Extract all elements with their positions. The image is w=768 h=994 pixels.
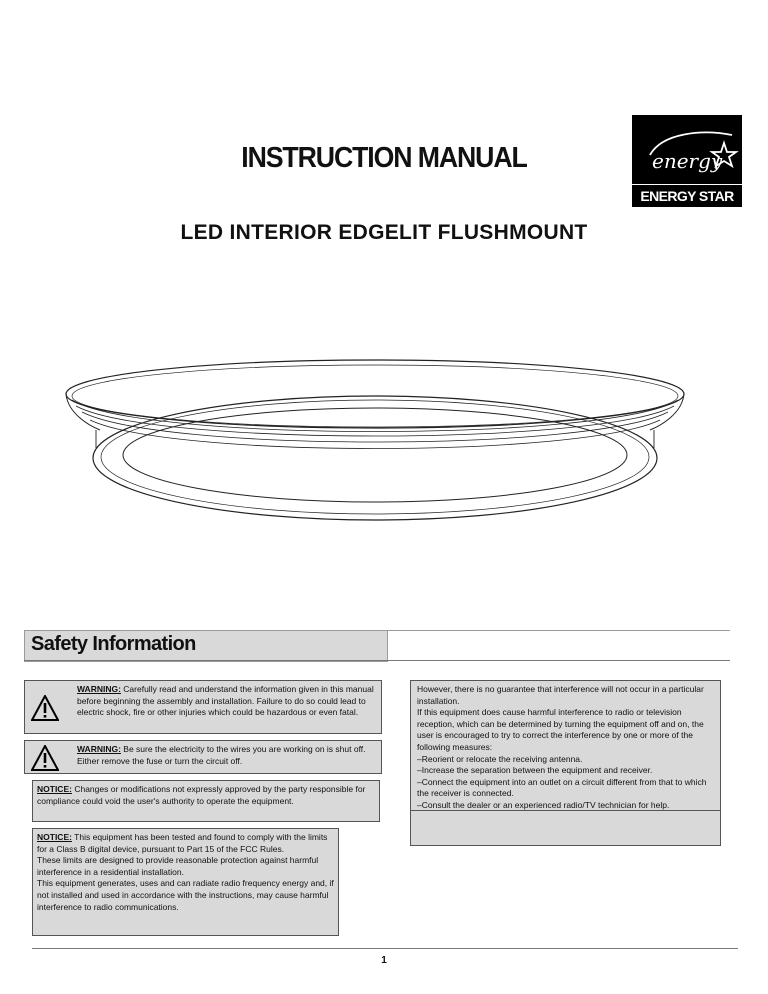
warning-label: WARNING: (77, 684, 121, 694)
fcc-line: However, there is no guarantee that interference will not occur in a particular installation. (417, 684, 704, 706)
notice-label: NOTICE: (37, 784, 72, 794)
svg-text:energy: energy (652, 149, 723, 173)
warning-box (24, 680, 382, 734)
energy-star-logo (632, 115, 742, 207)
fcc-line: –Consult the dealer or an experienced radio/TV technician for help. (417, 799, 670, 810)
fcc-info-box (410, 680, 721, 810)
warning-text: Be sure the electricity to the wires you are working on is shut off. Either remove the fuse or turn the circuit off. (77, 744, 366, 766)
section-title: Safety Information (31, 633, 196, 655)
notice-box (32, 780, 380, 822)
warning-box (24, 740, 382, 774)
fcc-line: –Increase the separation between the equipment and receiver. (417, 765, 653, 776)
section-header-extension (386, 630, 730, 661)
warning-label: WARNING: (77, 744, 121, 754)
warning-text: Carefully read and understand the information given in this manual before beginning the assembly and installation. Failure to do so could lead to electric shock, fire or other injuries which could be hazardous or even fatal. (77, 684, 374, 718)
notice-line: These limits are designed to provide reasonable protection against harmful interference in a residential installation. (37, 855, 319, 877)
warning-triangle-icon (31, 745, 59, 771)
page-subtitle: LED INTERIOR EDGELIT FLUSHMOUNT (180, 221, 588, 244)
energy-star-wordmark (632, 121, 742, 183)
notice-text: This equipment has been tested and found to comply with the limits for a Class B digital device, pursuant to Part 15 of the FCC Rules. (37, 832, 328, 854)
notice-text: Changes or modifications not expressly approved by the party responsible for compliance could void the user's authority to operate the equipment. (37, 784, 366, 806)
fcc-line: If this equipment does cause harmful interference to radio or television reception, which can be determined by turning the equipment off and on, the user is encouraged to try to correct the interference by one or more of the following measures: (417, 707, 704, 752)
section-header (24, 630, 388, 662)
energy-star-label: ENERGY STAR (632, 184, 742, 207)
notice-box (32, 828, 339, 936)
ceiling-light-drawing (60, 330, 690, 530)
section-divider (24, 660, 730, 661)
warning-triangle-icon (31, 695, 59, 721)
fcc-line: –Reorient or relocate the receiving antenna. (417, 753, 583, 764)
notice-line: This equipment generates, uses and can radiate radio frequency energy and, if not installed and used in accordance with the instructions, may cause harmful interference to radio communications. (37, 878, 334, 912)
fcc-line: –Connect the equipment into an outlet on a circuit different from that to which the receiver is connected. (417, 776, 707, 799)
notice-label: NOTICE: (37, 832, 72, 842)
footer-divider (32, 948, 738, 949)
page-title: INSTRUCTION MANUAL (241, 142, 527, 174)
page-number: 1 (381, 955, 387, 966)
fcc-info-box-footer (410, 810, 721, 846)
